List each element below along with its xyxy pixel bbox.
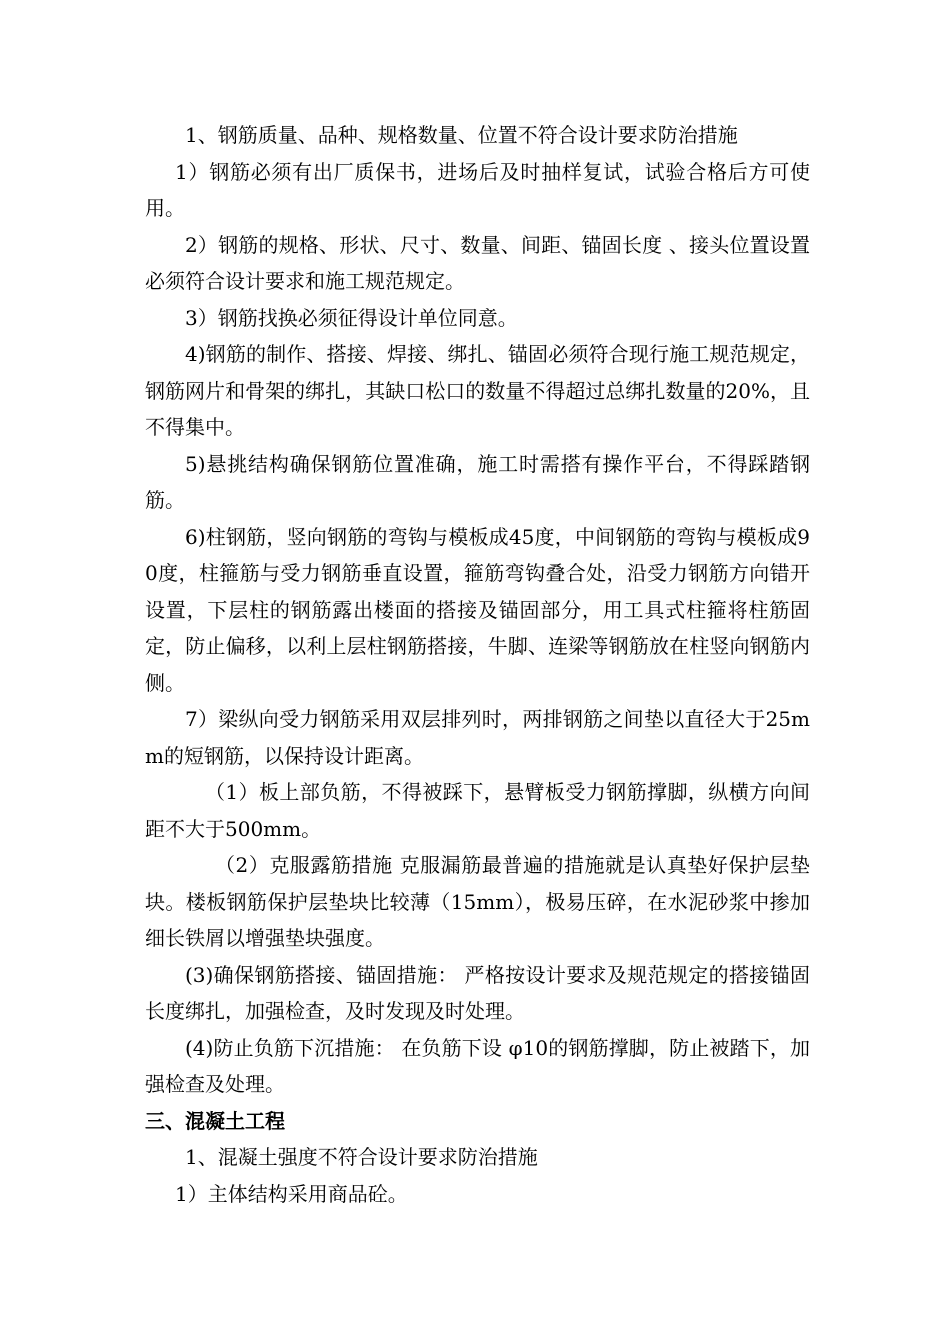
paragraph-13: 1、混凝土强度不符合设计要求防治措施 <box>185 1145 538 1169</box>
paragraph-5: 4)钢筋的制作、搭接、焊接、绑扎、锚固必须符合现行施工规范规定，钢筋网片和骨架的绑扎，其缺口松口的数量不得超过总绑扎数量的20%，且不得集中。 <box>145 342 810 439</box>
paragraph-3: 2）钢筋的规格、形状、尺寸、数量、间距、锚固长度 、接头位置设置必须符合设计要求和施工规范规定。 <box>145 232 810 293</box>
section-heading: 三、混凝土工程 <box>145 1108 285 1133</box>
paragraph-11: (3)确保钢筋搭接、锚固措施： 严格按设计要求及规范规定的搭接锚固长度绑扎，加强检查，及时发现及时处理。 <box>145 962 810 1023</box>
paragraph-12: (4)防止负筋下沉措施： 在负筋下设 φ10的钢筋撑脚，防止被踏下，加强检查及处理。 <box>145 1035 810 1096</box>
paragraph-14: 1）主体结构采用商品砼。 <box>175 1181 408 1206</box>
document-body <box>145 117 810 1212</box>
paragraph-8: 7）梁纵向受力钢筋采用双层排列时，两排钢筋之间垫以直径大于25mm的短钢筋，以保持设计距离。 <box>145 707 810 768</box>
paragraph-2: 1）钢筋必须有出厂质保书，进场后及时抽样复试，试验合格后方可使用。 <box>145 159 810 220</box>
paragraph-4: 3）钢筋找换必须征得设计单位同意。 <box>185 305 518 330</box>
paragraph-1: 1、钢筋质量、品种、规格数量、位置不符合设计要求防治措施 <box>185 123 738 147</box>
paragraph-10: （2）克服露筋措施 克服漏筋最普遍的措施就是认真垫好保护层垫块。楼板钢筋保护层垫块比较薄（15mm），极易压碎，在水泥砂浆中掺加细长铁屑以增强垫块强度。 <box>145 853 810 950</box>
paragraph-7: 6)柱钢筋，竖向钢筋的弯钩与模板成45度，中间钢筋的弯钩与模板成90度，柱箍筋与受力钢筋垂直设置，箍筋弯钩叠合处，沿受力钢筋方向错开设置，下层柱的钢筋露出楼面的搭接及锚固部分，用工具式柱箍将柱筋固定，防止偏移，以利上层柱钢筋搭接，牛脚、连梁等钢筋放在柱竖向钢筋内侧。 <box>145 524 810 695</box>
paragraph-6: 5)悬挑结构确保钢筋位置准确，施工时需搭有操作平台，不得踩踏钢筋。 <box>145 451 810 512</box>
paragraph-9: （1）板上部负筋，不得被踩下，悬臂板受力钢筋撑脚，纵横方向间距不大于500mm。 <box>145 780 810 841</box>
